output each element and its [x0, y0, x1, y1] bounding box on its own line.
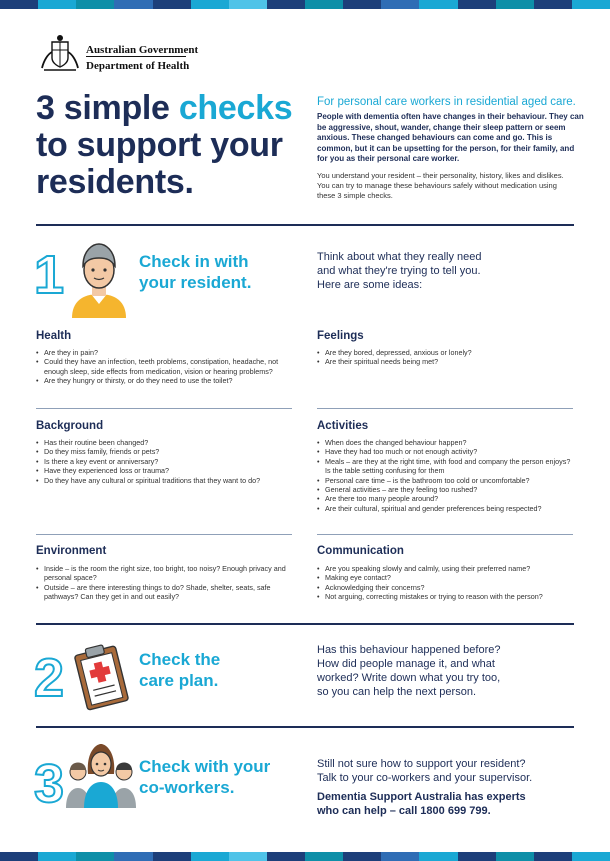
page-title [36, 90, 292, 201]
dsa-callout-line: Dementia Support Australia has experts [317, 791, 526, 803]
step-3-text [317, 757, 532, 818]
health-list [36, 348, 292, 386]
bottom-color-stripe [0, 852, 610, 861]
step-1-text-line: and what they're trying to tell you. [317, 265, 481, 277]
list-item: • Has their routine been changed? [36, 438, 292, 447]
list-item: • Do they miss family, friends or pets? [36, 447, 292, 456]
step-2-text-line: so you can help the next person. [317, 686, 476, 698]
step-1-number: 1 [34, 245, 65, 305]
step-1-title-line: your resident. [139, 273, 252, 292]
step-2-title [139, 649, 220, 691]
environment-list [36, 564, 286, 602]
feelings-list [317, 348, 573, 367]
list-item: • Have they experienced loss or trauma? [36, 466, 292, 475]
title-part-teal-tick: ks [255, 89, 293, 127]
intro-bold-text: People with dementia often have changes in their behaviour. They can be aggressive, shout, wander, change their sleep pattern or seem anxious. These changed behaviours can come and go. This is common, but it can be upsetting for the person, for their family, and for you as their personal care worker. [317, 112, 584, 164]
activities-heading: Activities [317, 420, 369, 432]
dept-line: Department of Health [86, 60, 190, 72]
list-item: • Acknowledging their concerns? [317, 583, 577, 592]
list-item: • General activities – are they feeling too rushed? [317, 485, 575, 494]
list-item: • When does the changed behaviour happen? [317, 438, 575, 447]
activities-list [317, 438, 575, 513]
step-2-title-line: Check the [139, 650, 221, 669]
section-divider [36, 726, 574, 728]
step-1-text-line: Think about what they really need [317, 251, 482, 263]
background-divider [36, 534, 292, 535]
care-plan-clipboard-icon [70, 640, 132, 712]
step-2-number: 2 [34, 648, 65, 708]
section-divider [36, 224, 574, 226]
step-3-title-line: co-workers. [139, 778, 235, 797]
background-list [36, 438, 292, 485]
gov-line: Australian Government [86, 44, 199, 56]
environment-heading: Environment [36, 545, 107, 557]
feelings-divider [317, 408, 573, 409]
step-2-text-line: Has this behaviour happened before? [317, 644, 501, 656]
list-item: • Meals – are they at the right time, with food and company the person enjoys? Is the table setting confusing for them [317, 457, 575, 476]
step-3-title [139, 756, 270, 798]
background-heading: Background [36, 420, 104, 432]
communication-heading: Communication [317, 545, 404, 557]
step-1-title-line: Check in with [139, 252, 249, 271]
step-1-text [317, 250, 482, 292]
title-part: 3 simple [36, 89, 179, 127]
title-part-teal: chec [178, 89, 256, 127]
section-divider [36, 623, 574, 625]
list-item: • Outside – are there interesting things to do? Shade, shelter, seats, safe pathways? Can they get in and out easily? [36, 583, 286, 602]
list-item: • Is there a key event or anniversary? [36, 457, 292, 466]
list-item: • Inside – is the room the right size, too bright, too noisy? Enough privacy and personal space? [36, 564, 286, 583]
list-item: • Could they have an infection, teeth problems, constipation, headache, not enough sleep, side effects from medication, vision or hearing problems? [36, 357, 292, 376]
list-item: • Are their cultural, spiritual and gender preferences being respected? [317, 504, 575, 513]
step-2-text [317, 643, 500, 699]
step-3-number: 3 [34, 754, 65, 814]
list-item: • Are they in pain? [36, 348, 292, 357]
communication-list [317, 564, 577, 602]
list-item: • Are they bored, depressed, anxious or lonely? [317, 348, 573, 357]
list-item: • Are you speaking slowly and calmly, using their preferred name? [317, 564, 577, 573]
health-divider [36, 408, 292, 409]
intro-regular-text: You understand your resident – their personality, history, likes and dislikes. You can try to manage these behaviours safely without medication using these 3 simple checks. [317, 171, 564, 200]
step-3-title-line: Check with your [139, 757, 271, 776]
list-item: • Are they hungry or thirsty, or do they need to use the toilet? [36, 376, 292, 385]
step-1-text-line: Here are some ideas: [317, 279, 423, 291]
list-item: • Personal care time – is the bathroom too cold or uncomfortable? [317, 476, 575, 485]
coat-of-arms-icon [38, 32, 82, 74]
list-item: • Making eye contact? [317, 573, 577, 582]
title-line-2: to support your [36, 126, 283, 164]
step-3-text-line: Talk to your co-workers and your supervisor. [317, 772, 533, 784]
step-2-text-line: worked? Write down what you try too, [317, 672, 501, 684]
step-2-title-line: care plan. [139, 671, 219, 690]
health-heading: Health [36, 330, 72, 342]
co-workers-group-icon [64, 740, 138, 808]
step-1-title [139, 251, 251, 293]
top-color-stripe [0, 0, 610, 9]
logo-divider [86, 56, 186, 57]
list-item: • Are there too many people around? [317, 494, 575, 503]
list-item: • Do they have any cultural or spiritual traditions that they want to do? [36, 476, 292, 485]
resident-avatar-icon [66, 240, 132, 318]
title-line-3: residents. [36, 163, 194, 201]
dsa-phone-line: who can help – call 1800 699 799. [317, 805, 491, 817]
step-3-text-line: Still not sure how to support your resident? [317, 758, 526, 770]
intro-heading: For personal care workers in residential aged care. [317, 96, 576, 108]
step-2-text-line: How did people manage it, and what [317, 658, 495, 670]
feelings-heading: Feelings [317, 330, 364, 342]
list-item: • Not arguing, correcting mistakes or trying to reason with the person? [317, 592, 577, 601]
list-item: • Are their spiritual needs being met? [317, 357, 573, 366]
activities-divider [317, 534, 573, 535]
government-logo-text [86, 43, 198, 73]
list-item: • Have they had too much or not enough activity? [317, 447, 575, 456]
